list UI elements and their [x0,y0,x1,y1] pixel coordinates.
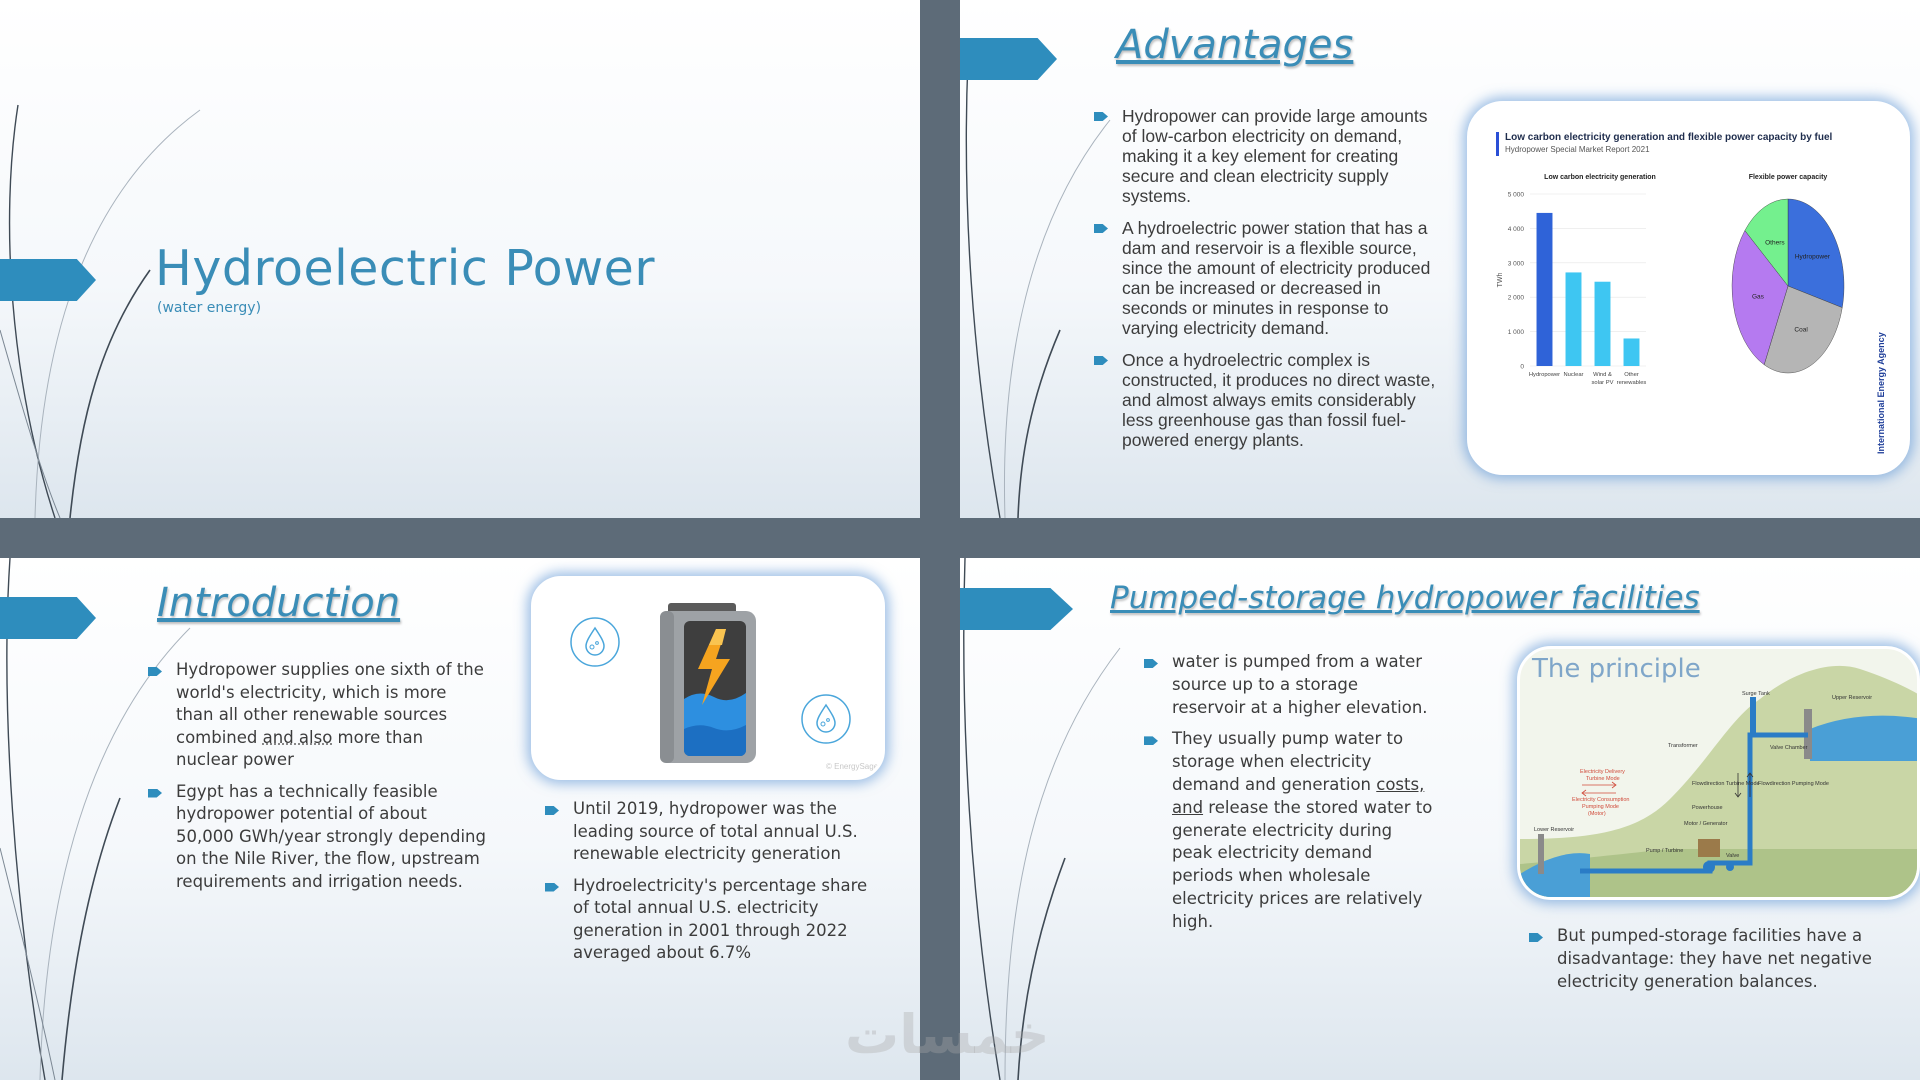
diagram-label: Lower Reservoir [1534,827,1575,833]
presentation-subtitle: (water energy) [157,300,262,316]
diagram-image-frame [1517,646,1920,900]
presentation-title: Hydroelectric Power [155,240,655,297]
x-tick-line: Nuclear [1563,372,1584,378]
y-tick-label: 2 000 [1507,294,1524,302]
y-tick-label: 1 000 [1507,329,1524,337]
x-tick-line: Wind & [1593,372,1612,378]
diagram-label: Motor / Generator [1684,821,1728,827]
x-tick-label [1564,372,1584,378]
diagram-label: Flowdirection Pumping Mode [1758,781,1829,787]
list-text: more than nuclear power [176,727,424,769]
introduction-slide [0,558,920,1080]
droplet-icon [802,695,850,743]
pumped-storage-diagram [1520,649,1920,900]
chart-image-frame [1467,101,1910,475]
chart-subtitle: Hydropower Special Market Report 2021 [1505,145,1650,154]
bar-1 [1537,213,1553,366]
list-text: water is pumped from a water source up to a storage reservoir at a higher elevation. [1172,652,1428,717]
list-item [148,781,488,894]
pie-chart [1732,174,1844,373]
x-tick-line: Other [1624,372,1639,378]
list-text: Hydropower supplies one sixth of the world's electricity, which is more than all other renewable sources combined [176,660,484,747]
list-item: Once a hydroelectric complex is constructed, it produces no direct waste, and almost always emits considerably less greenhouse gas than fossil fuel-powered energy plants. [1094,350,1439,450]
pie-slice-label: Others [1765,239,1785,247]
x-tick-line: renewables [1616,380,1647,386]
bar-chart [1497,174,1656,386]
y-axis-label: TWh [1497,272,1504,288]
list-item [148,659,488,772]
diagram-label: Turbine Mode [1586,776,1620,782]
x-tick-label [1617,372,1647,386]
diagram-label: Surge Tank [1742,691,1770,697]
accent-arrow [0,259,96,301]
pumped-storage-heading: Pumped-storage hydropower facilities [1110,580,1700,616]
chart-title-text: Low carbon electricity generation and flexible power capacity by fuel [1505,132,1833,143]
accent-arrow [960,588,1073,630]
list-text-underlined: and also [262,727,333,747]
chart-source-label: International Energy Agency [1876,332,1886,454]
list-item: Hydroelectricity's percentage share of total annual U.S. electricity generation in 2001 through 2022 averaged about 6.7% [545,875,875,965]
x-tick-line: Hydropower [1528,372,1561,378]
flow-arrows [1582,782,1616,796]
list-item [1144,728,1434,933]
list-text: They usually pump water to storage when electricity demand and generation [1172,729,1404,794]
list-item: But pumped-storage facilities have a disadvantage: they have net negative electricity generation balances. [1529,925,1899,993]
diagram-label: Electricity Consumption [1572,797,1630,803]
diagram-title: The principle [1532,654,1701,684]
watermark: خمسات [845,1003,1050,1066]
pie-chart-title: Flexible power capacity [1748,174,1828,181]
image-credit: © EnergySage [826,762,879,771]
introduction-heading: Introduction [157,580,401,626]
diagram-label: Valve [1726,853,1740,859]
list-item: Hydropower can provide large amounts of low-carbon electricity on demand, making it a key element for creating secure and clean electricity supply systems. [1094,106,1439,206]
list-text: Egypt has a technically feasible hydropower potential of about 50,000 GWh/year strongly depending on the Nile River, the flow, upstream requirements and irrigation needs. [176,781,486,891]
y-tick-label: 0 [1520,363,1524,371]
pumped-storage-slide [960,558,1920,1080]
list-item: A hydroelectric power station that has a dam and reservoir is a flexible source, since the amount of electricity produced can be increased or decreased in seconds or minutes in response to varying electricity demand. [1094,218,1439,338]
y-tick-label: 3 000 [1507,260,1524,268]
bar-2 [1566,272,1582,366]
x-tick-label [1592,372,1614,386]
diagram-label: Valve Chamber [1770,745,1808,751]
bar-3 [1595,282,1611,366]
battery-icon [660,603,756,763]
pie-slice-label: Gas [1751,293,1764,301]
list-item [1144,651,1434,719]
title-slide [0,0,920,518]
list-item: Until 2019, hydropower was the leading source of total annual U.S. renewable electricity generation [545,798,875,866]
battery-image-frame [531,576,885,780]
diagram-label: Upper Reservoir [1832,695,1873,701]
list-text-underlined: costs, and [1172,774,1425,817]
diagram-label: Pumping Mode [1582,804,1619,810]
pie-slice-label: Coal [1794,326,1808,334]
pumped-storage-list [1144,651,1434,943]
diagram-label: Flowdirection Turbine Mode [1692,781,1760,787]
diagram-label: Powerhouse [1692,805,1723,811]
y-tick-label: 5 000 [1507,191,1524,199]
pumped-storage-list-right [1529,925,1899,993]
x-tick-line: solar PV [1591,380,1614,386]
diagram-label: (Motor) [1588,811,1606,817]
droplet-icon [571,618,619,666]
diagram-label: Pump / Turbine [1646,848,1684,854]
introduction-list-left [148,659,488,902]
advantages-heading: Advantages [1116,22,1354,68]
iea-chart [1470,104,1907,472]
list-text: release the stored water to generate electricity during peak electricity demand periods when wholesale electricity prices are relatively high. [1172,797,1433,931]
battery-illustration [534,579,882,777]
y-tick-label: 4 000 [1507,225,1524,233]
advantages-list [1094,106,1439,462]
accent-arrow [0,597,96,639]
pie-slice-label: Hydropower [1794,253,1830,261]
x-tick-label [1529,372,1560,378]
bar-chart-title: Low carbon electricity generation [1544,174,1656,181]
bar-4 [1624,338,1640,366]
accent-arrow [960,38,1057,80]
diagram-label: Transformer [1668,743,1698,749]
diagram-label: Electricity Delivery [1580,769,1625,775]
introduction-list-right [545,798,875,974]
advantages-slide [960,0,1920,518]
